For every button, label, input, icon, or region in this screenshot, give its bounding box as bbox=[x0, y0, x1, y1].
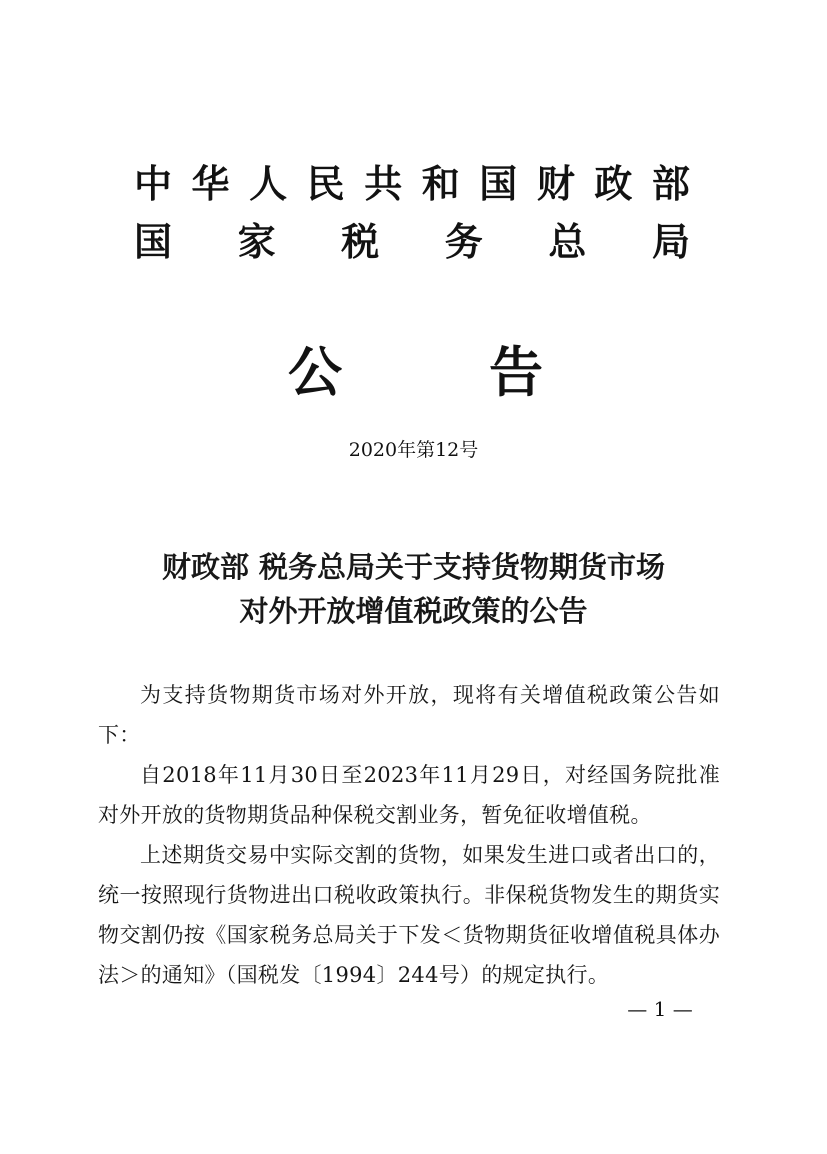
document-number: 2020年第12号 bbox=[348, 439, 479, 461]
notice-heading bbox=[288, 342, 543, 402]
body-paragraph-exemption: 自2018年11月30日至2023年11月29日，对经国务院批准对外开放的货物期货品种保税交割业务，暂免征收增值税。 bbox=[98, 763, 720, 827]
issuer-char: 人 bbox=[249, 161, 288, 206]
issuer-char: 税 bbox=[341, 219, 380, 264]
issuer-char: 中 bbox=[134, 161, 173, 206]
document-title-line-2: 对外开放增值税政策的公告 bbox=[239, 594, 588, 628]
issuer-char: 务 bbox=[444, 219, 483, 264]
issuer-char: 华 bbox=[191, 161, 230, 206]
issuer-line-tax-administration bbox=[134, 220, 690, 264]
notice-heading-char: 告 bbox=[489, 340, 543, 404]
issuer-char: 民 bbox=[306, 161, 345, 206]
body-paragraph-intro: 为支持货物期货市场对外开放，现将有关增值税政策公告如下： bbox=[98, 683, 720, 747]
issuer-char: 国 bbox=[134, 219, 173, 264]
page-number: — 1 — bbox=[627, 997, 693, 1021]
issuer-char: 总 bbox=[548, 219, 587, 264]
issuer-char: 国 bbox=[479, 161, 518, 206]
issuer-char: 政 bbox=[594, 161, 633, 206]
document-body bbox=[98, 675, 720, 995]
issuer-char: 和 bbox=[421, 161, 460, 206]
body-paragraph-delivery-rules: 上述期货交易中实际交割的货物，如果发生进口或者出口的，统一按照现行货物进出口税收政策执行。非保税货物发生的期货实物交割仍按《国家税务总局关于下发＜货物期货征收增值税具体办法＞的通知》（国税发〔1994〕244号）的规定执行。 bbox=[98, 843, 720, 987]
issuer-line-ministry-of-finance bbox=[134, 162, 690, 206]
document-title-line-1: 财政部 税务总局关于支持货物期货市场 bbox=[161, 550, 666, 584]
notice-heading-char: 公 bbox=[288, 340, 342, 404]
issuer-char: 共 bbox=[364, 161, 403, 206]
issuer-char: 部 bbox=[651, 161, 690, 206]
issuer-char: 局 bbox=[651, 219, 690, 264]
issuer-char: 家 bbox=[237, 219, 276, 264]
issuer-char: 财 bbox=[536, 161, 575, 206]
